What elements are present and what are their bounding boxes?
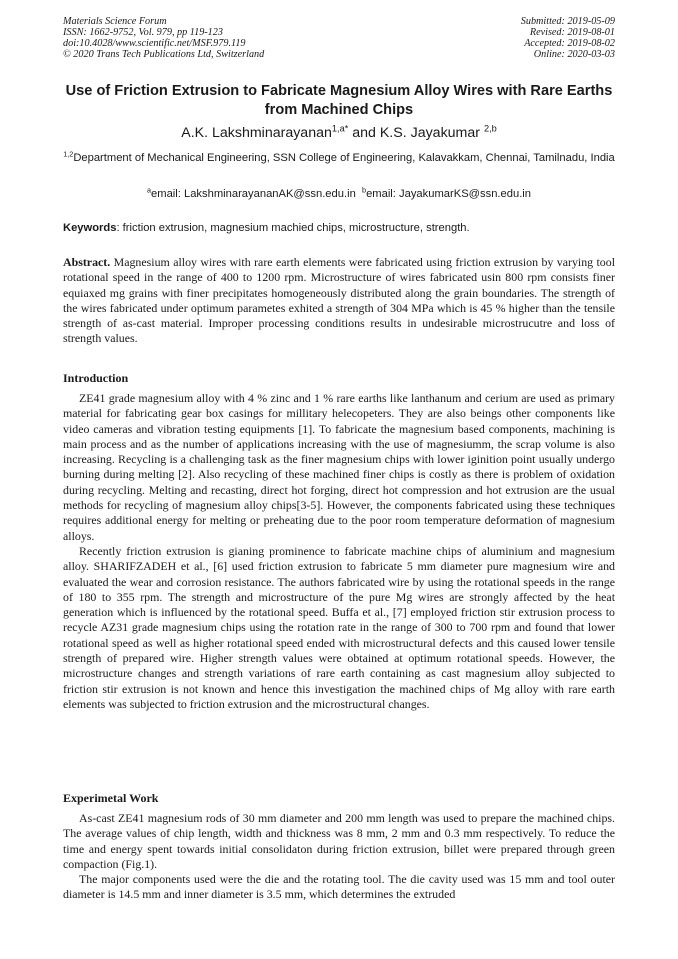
email-a-sup: a: [146, 185, 152, 195]
affiliation-sup: 1,2: [63, 149, 74, 159]
intro-paragraph-1: ZE41 grade magnesium alloy with 4 % zinc and 1 % rare earths like lanthanum and cerium are used as primary material for fabricating gear box casings for millitary helecopeters. They are also beings other components like video cameras and vibration testing equipments [1]. To fabricate the magnesium based components, machining is main process and as the number of applications increasing with the use of magnesiumm, the scrap volume is also increasing. Recycling is a challenging task as the finer magnesium chips with lower iginition point usually undergo burning during melting [2]. Also recycling of these machined finer chips is costly as there is problem of oxidation during recycling. Melting and recasting, direct hot forging, direct hot compression and hot extrusion are the usual methods for recycling of magnesium alloy chips[3-5]. However, the components fabricated using these techniques requires additional energy for melting or preheating due to the poor room temperature deformation of magnesium alloys.: [63, 391, 615, 543]
intro-paragraph-2: Recently friction extrusion is gianing prominence to fabricate machine chips of aluminium and magnesium alloy. SHARIFZADEH et al., [6] used friction extrusion to fabricate 5 mm diameter pure magnesium wire and evaluated the wear and corrosion resistance. The authors fabricated wire by using the rotational speeds in the range of 180 to 355 rpm. The strength and microstructure of the pure Mg wires are strongly affected by the heat generation which is influenced by the rotational speed. Buffa et al., [7] employed friction stir extrusion process to recycle AZ31 grade magnesium chips using the rotation rate in the range of 300 to 700 rpm and found that lower rotational speed as well as higher rotational speed ended with microstructural defects and this caused lower tensile strength of prepared wire. Higher strength values were obtained at optimum rotational speeds. However, the microstructure changes and strength variations of rare earth containing as cast magnesium alloy subjected to friction stir extrusion is not known and hence this investigation the machined chips of Mg alloy with rare earth elements was subjected to friction extrusion and the microstructural changes.: [63, 543, 615, 711]
exp-paragraph-2: The major components used were the die and the rotating tool. The die cavity used was 15 mm and tool outer diameter is 14.5 mm and inner diameter is 3.5 mm, which determines the extruded: [63, 872, 615, 902]
affiliation-text: Department of Mechanical Engineering, SSN College of Engineering, Kalavakkam, Chennai, Tamilnadu, India: [73, 152, 615, 164]
paper-title: Use of Friction Extrusion to Fabricate Magnesium Alloy Wires with Rare Earths from Machined Chips: [65, 83, 613, 118]
author-conjunction: and: [348, 125, 380, 141]
header-right: [521, 16, 615, 60]
author-line: [63, 124, 615, 142]
exp-paragraph-1: As-cast ZE41 magnesium rods of 30 mm diameter and 200 mm length was used to prepare the machined chips. The average values of chip length, width and thickness was 8 mm, 2 mm and 0.3 mm respectively. To reduce the time and energy spent towards initial consolidaton during friction extrusion, billet were prepared through green compaction (Fig.1).: [63, 811, 615, 871]
author-2: K.S. Jayakumar: [379, 125, 484, 141]
abstract-paragraph: [63, 255, 615, 347]
journal-name: Materials Science Forum: [63, 16, 167, 27]
abstract-text: Magnesium alloy wires with rare earth elements were fabricated using friction extrusion by varying tool rotational speed in the range of 400 to 1200 rpm. Microstructure of wires fabricated usin 800 rpm consists finer equiaxed mg grains with finer precipitates homogeneously distributed along the grain boundaries. The strength of the wires fabricated under optimum parametes exhited a strength of 304 MPa which is 45 % higher than the tensile strength of as-cast material. Improper processing conditions results in undesirable microstrucutre and loss of strength values.: [63, 255, 615, 346]
header-left: [63, 16, 264, 60]
email-line: [63, 187, 615, 201]
keywords: [63, 221, 615, 235]
revised-date: Revised: 2019-08-01: [529, 27, 615, 38]
online-date: Online: 2020-03-03: [533, 49, 615, 60]
doi: doi:10.4028/www.scientific.net/MSF.979.119: [63, 38, 246, 49]
copyright: © 2020 Trans Tech Publications Ltd, Switzerland: [63, 49, 265, 60]
email-b-sup: b: [362, 185, 367, 195]
experimental-heading: Experimetal Work: [63, 791, 159, 805]
email-a: email: LakshminarayananAK@ssn.edu.in: [151, 188, 356, 200]
issn: ISSN: 1662-9752, Vol. 979, pp 119-123: [63, 27, 223, 38]
keywords-text: : friction extrusion, magnesium machied chips, microstructure, strength.: [116, 222, 470, 234]
accepted-date: Accepted: 2019-08-02: [524, 38, 615, 49]
introduction-body: [63, 391, 615, 712]
introduction-heading: Introduction: [63, 371, 129, 385]
submitted-date: Submitted: 2019-05-09: [520, 16, 615, 27]
author-1: A.K. Lakshminarayanan: [181, 125, 332, 141]
experimental-body: [63, 811, 615, 903]
abstract: [63, 255, 615, 347]
email-b: email: JayakumarKS@ssn.edu.in: [366, 188, 532, 200]
author-2-affil: 2,b: [483, 123, 497, 134]
affiliation: [63, 151, 615, 167]
keywords-label: Keywords: [63, 222, 117, 234]
author-1-affil: 1,a*: [331, 123, 349, 134]
abstract-label: Abstract.: [63, 255, 111, 269]
